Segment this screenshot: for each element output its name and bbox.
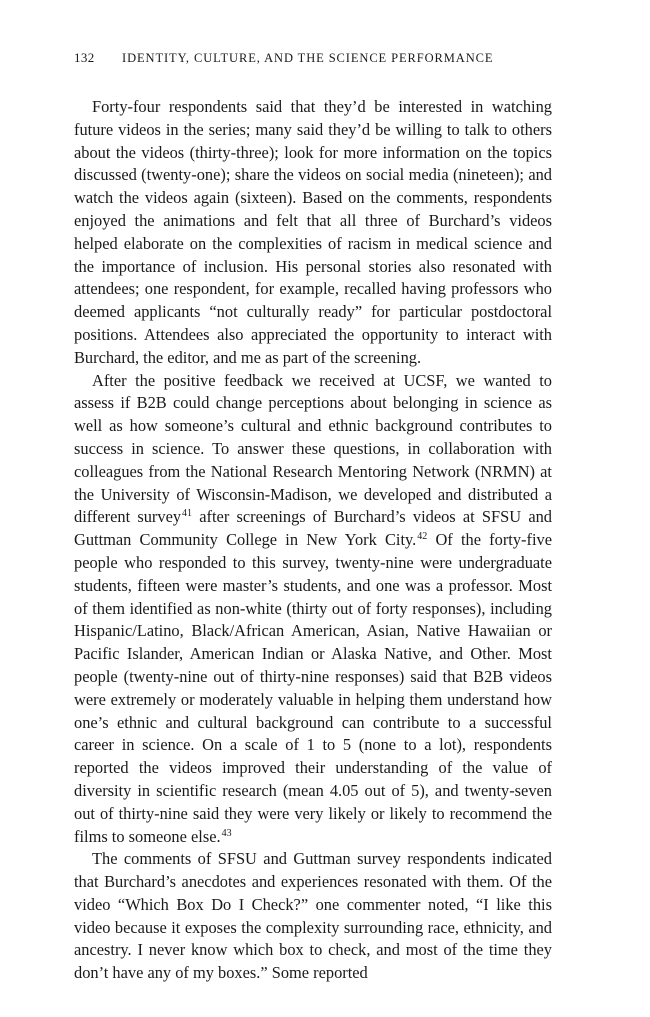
paragraph-text: after screenings of Burchard’s videos at SFSU and Guttman Community College in New York City. [74,507,553,550]
paragraph-3 [74,848,552,985]
page-number: 132 [74,50,95,65]
paragraph-2 [74,370,552,849]
book-page [74,50,552,985]
running-head [74,50,552,66]
body-text [74,96,552,985]
paragraph-text: After the positive feedback we received at UCSF, we wanted to assess if B2B could change perceptions about belonging in science as well as how someone’s cultural and ethnic background contributes to success in science. To answer these questions, in collaboration with colleagues from the National Research Mentoring Network (NRMN) at the University of Wisconsin-Madison, we developed and distributed a different survey [74,370,552,527]
paragraph-text: Of the forty-five people who responded to this survey, twenty-nine were undergraduate students, fifteen were master’s students, and one was a professor. Most of them identified as non-white (thirty out of forty responses), including Hispanic/Latino, Black/African American, Asian, Native Hawaiian or Pacific Islander, American Indian or Alaska Native, and Other. Most people (twenty-nine out of thirty-nine responses) said that B2B videos were extremely or moderately valuable in helping them understand how one’s ethnic and cultural background can contribute to a successful career in science. On a scale of 1 to 5 (none to a lot), respondents reported the videos improved their understanding of the value of diversity in scientific research (mean 4.05 out of 5), and twenty-seven out of thirty-nine said they were very likely or likely to recommend the films to someone else. [74,530,552,846]
footnote-marker-43[interactable]: 43 [221,827,232,839]
paragraph-text: The comments of SFSU and Guttman survey respondents indicated that Burchard’s anecdotes and experiences resonated with them. Of the video “Which Box Do I Check?” one commenter noted, “I like this video because it exposes the complexity surrounding race, ethnicity, and ancestry. I never know which box to check, and most of the time they don’t have any of my boxes.” Some reported [74,849,552,983]
running-title: IDENTITY, CULTURE, AND THE SCIENCE PERFORMANCE [122,51,494,65]
paragraph-text: Forty-four respondents said that they’d be interested in watching future videos in the series; many said they’d be willing to talk to others about the videos (thirty-three); look for more information on the topics discussed (twenty-one); share the videos on social media (nineteen); and watch the videos again (sixteen). Based on the comments, respondents enjoyed the animations and felt that all three of Burchard’s videos helped elaborate on the complexities of racism in medical science and the importance of inclusion. His personal stories also resonated with attendees; one respondent, for example, recalled having professors who deemed applicants “not culturally ready” for particular postdoctoral positions. Attendees also appreciated the opportunity to interact with Burchard, the editor, and me as part of the screening. [74,97,552,367]
footnote-marker-42[interactable]: 42 [417,531,428,543]
paragraph-1 [74,96,552,370]
footnote-marker-41[interactable]: 41 [182,508,193,520]
